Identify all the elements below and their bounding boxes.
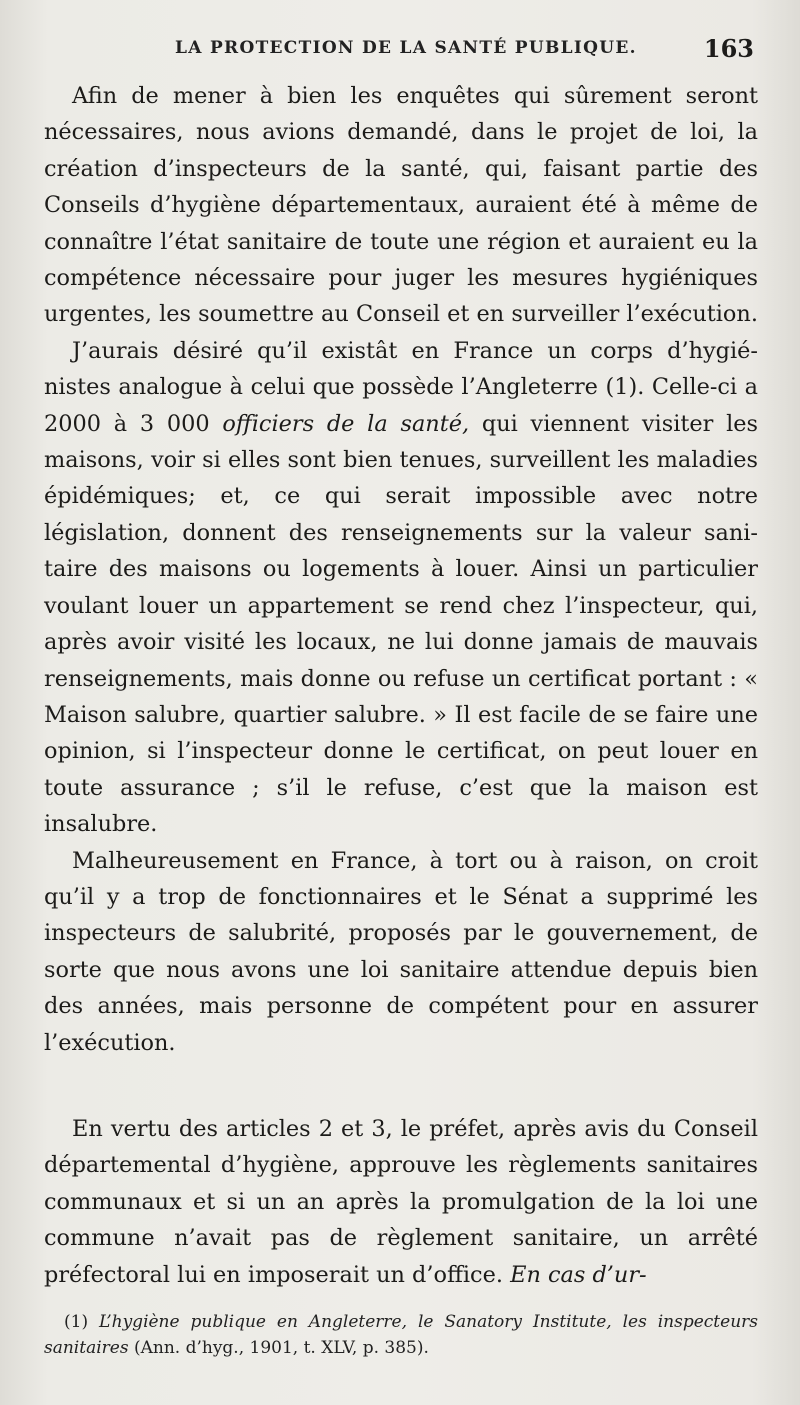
paragraph-text: Afin de mener à bien les enquêtes qui sûrement seront nécessaires, nous avions demandé, dans le projet de loi, la création d’inspecteurs de la santé, qui, faisant partie des Conseils d’hygiène départementaux, auraient été à même de connaître l’état sanitaire de toute une région et auraient eu la compétence nécessaire pour juger les mesures hygiéniques urgentes, les soumettre au Conseil et en surveiller l’exécution. (44, 83, 758, 328)
paragraph-malheureusement (44, 843, 758, 1061)
emphasis-text: En cas d’ur- (510, 1261, 647, 1288)
footnote (44, 1309, 758, 1361)
paragraph-text: J’aurais désiré qu’il existât en France un corps d’hygiénistes analogue à celui que possède l’Angleterre (1). Celle-ci a 2000 à 3 000 (44, 337, 758, 437)
footnote-text: L’hygiène publique en Angleterre, le Sanatory Institute, les inspecteurs sanitaires (44, 1312, 758, 1358)
paragraph-text: qui viennent visiter les maisons, voir si elles sont bien tenues, surveillent les maladies épidémiques; et, ce qui serait impossible avec notre législation, donnent des renseignements sur la valeur sanitaire des maisons ou logements à louer. Ainsi un particulier voulant louer un appartement se rend chez l’inspecteur, qui, après avoir visité les locaux, ne lui donne jamais de mauvais renseignements, mais donne ou refuse un certificat portant : « Maison salubre, quartier salubre. » Il est facile de se faire une opinion, si l’inspecteur donne le certificat, on peut louer en toute assurance ; s’il le refuse, c’est que la maison est insalubre. (44, 410, 758, 838)
page-header (40, 34, 760, 64)
page-number: 163 (703, 34, 754, 63)
paragraph-articles (44, 1111, 758, 1293)
emphasis-text: officiers de la santé, (222, 410, 470, 437)
body-text (44, 78, 758, 1293)
running-title: LA PROTECTION DE LA SANTÉ PUBLIQUE. (175, 38, 637, 58)
footnote-reference: (Ann. d’hyg., 1901, t. XLV, p. 385). (133, 1338, 429, 1358)
paragraph-inspecteurs (44, 78, 758, 333)
paragraph-angleterre (44, 333, 758, 843)
paragraph-text: En vertu des articles 2 et 3, le préfet, après avis du Conseil départemental d’hygiène, approuve les règlements sanitaires communaux et si un an après la promulgation de la loi une commune n’avait pas de règlement sanitaire, un arrêté préfectoral lui en imposerait un d’office. (44, 1115, 758, 1288)
footnote-mark: (1) (64, 1312, 89, 1332)
paragraph-text: Malheureusement en France, à tort ou à raison, on croit qu’il y a trop de fonctionnaires et le Sénat a supprimé les inspecteurs de salubrité, proposés par le gouvernement, de sorte que nous avons une loi sanitaire attendue depuis bien des années, mais personne de compétent pour en assurer l’exécution. (44, 847, 758, 1056)
